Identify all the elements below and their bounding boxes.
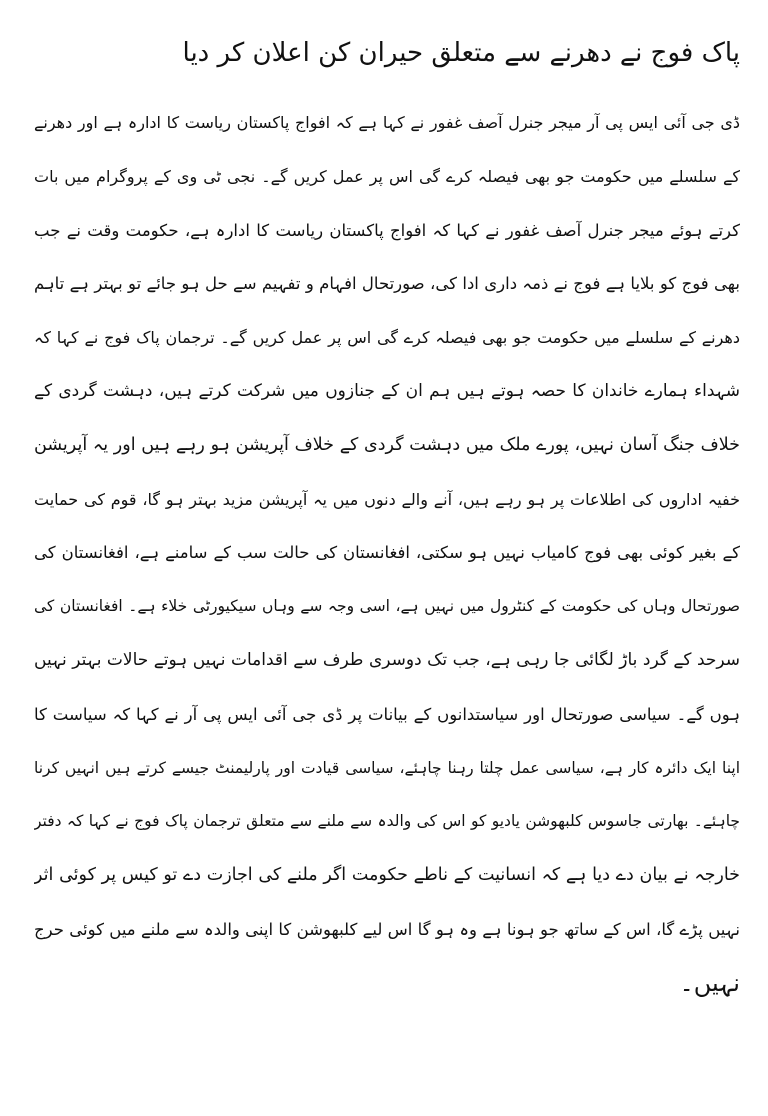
article-body [34,96,740,1011]
body-line-15: خارجہ نے بیان دے دیا ہے کہ انسانیت کے ناطے حکومت اگر ملنے کی اجازت دے تو کیس پر کوئی اثر [34,865,740,886]
body-line-14: چاہئے۔ بھارتی جاسوس کلبھوشن یادیو کو اس کی والدہ سے ملنے سے متعلق ترجمان پاک فوج نے کہا کہ دفتر [34,812,740,831]
body-line-2: کے سلسلے میں حکومت جو بھی فیصلہ کرے گی اس پر عمل کریں گے۔ نجی ٹی وی کے پروگرام میں بات [34,166,740,186]
body-line-17: نہیں۔ [679,968,740,997]
body-line-5: دھرنے کے سلسلے میں حکومت جو بھی فیصلہ کرے گی اس پر عمل کریں گے۔ ترجمان پاک فوج نے کہا کہ [34,328,740,348]
body-line-9: کے بغیر کوئی بھی فوج کامیاب نہیں ہو سکتی، افغانستان کی حالت سب کے سامنے ہے، افغانستان کی [34,543,740,563]
body-line-7: خلاف جنگ آسان نہیں، پورے ملک میں دہشت گردی کے خلاف آپریشن ہو رہے ہیں اور یہ آپریشن [34,434,740,455]
body-line-16: نہیں پڑے گا، اس کے ساتھ جو ہونا ہے وہ ہو گا اس لیے کلبھوشن کا اپنی والدہ سے ملنے میں کوئی حرج [34,919,740,939]
body-line-12: ہوں گے۔ سیاسی صورتحال اور سیاستدانوں کے بیانات پر ڈی جی آئی ایس پی آر نے کہا کہ سیاست کا [34,704,740,724]
body-line-6: شہداء ہمارے خاندان کا حصہ ہوتے ہیں ہم ان کے جنازوں میں شرکت کرتے ہیں، دہشت گردی کے [34,380,740,401]
body-line-11: سرحد کے گرد باڑ لگائی جا رہی ہے، جب تک دوسری طرف سے اقدامات نہیں ہوتے حالات بہتر نہیں [34,649,740,670]
body-line-3: کرتے ہوئے میجر جنرل آصف غفور نے کہا کہ افواج پاکستان ریاست کا ادارہ ہے، حکومت وقت نے جب [34,220,740,240]
body-line-8: خفیہ اداروں کی اطلاعات پر ہو رہے ہیں، آنے والے دنوں میں یہ آپریشن مزید بہتر ہو گا، قوم کی حمایت [34,489,740,509]
body-line-4: بھی فوج کو بلایا ہے فوج نے ذمہ داری ادا کی، صورتحال افہام و تفہیم سے حل ہو جائے تو بہتر ہے تاہم [34,274,740,294]
article-headline: پاک فوج نے دھرنے سے متعلق حیران کن اعلان کر دیا [182,38,740,68]
body-line-10: صورتحال وہاں کی حکومت کے کنٹرول میں نہیں ہے، اسی وجہ سے وہاں سیکیورٹی خلاء ہے۔ افغانستان کی [34,597,740,616]
body-line-13: اپنا ایک دائرہ کار ہے، سیاسی عمل چلتا رہنا چاہئے، سیاسی قیادت اور پارلیمنٹ جیسے کرتے ہیں انہیں کرنا [34,758,740,777]
body-line-1: ڈی جی آئی ایس پی آر میجر جنرل آصف غفور نے کہا ہے کہ افواج پاکستان ریاست کا ادارہ ہے اور دھرنے [34,113,740,132]
